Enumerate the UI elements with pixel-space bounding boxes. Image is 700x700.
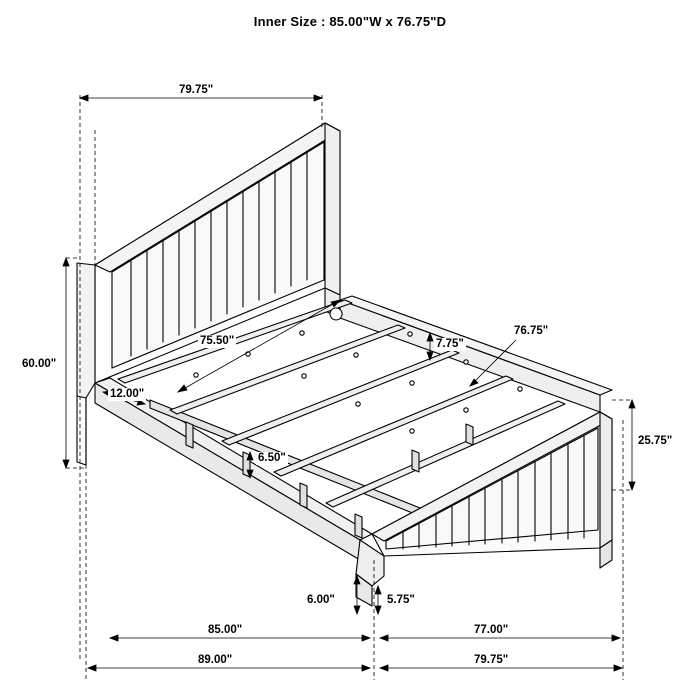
dimension-overall-depth-side: 77.00" (474, 624, 509, 636)
dimension-inner-depth: 76.75" (514, 325, 549, 337)
dimension-overall-depth-outer: 79.75" (474, 654, 509, 666)
dimension-post-offset: 12.00" (110, 388, 145, 400)
dimension-headboard-width: 79.75" (179, 84, 214, 96)
dimension-slat-thickness: 7.75" (436, 338, 464, 350)
dimension-clearance-height: 6.00" (307, 594, 335, 606)
page-title: Inner Size : 85.00"W x 76.75"D (253, 14, 447, 29)
dimension-headboard-height: 60.00" (22, 358, 57, 370)
dimension-rail-length: 75.50" (200, 335, 235, 347)
dimension-footboard-height: 25.75" (638, 435, 673, 447)
dimension-overall-width-front: 85.00" (208, 624, 243, 636)
dimension-leg-height: 6.50" (258, 452, 286, 464)
dimension-footboard-leg: 5.75" (387, 594, 415, 606)
dimension-overall-width-outer: 89.00" (198, 654, 233, 666)
